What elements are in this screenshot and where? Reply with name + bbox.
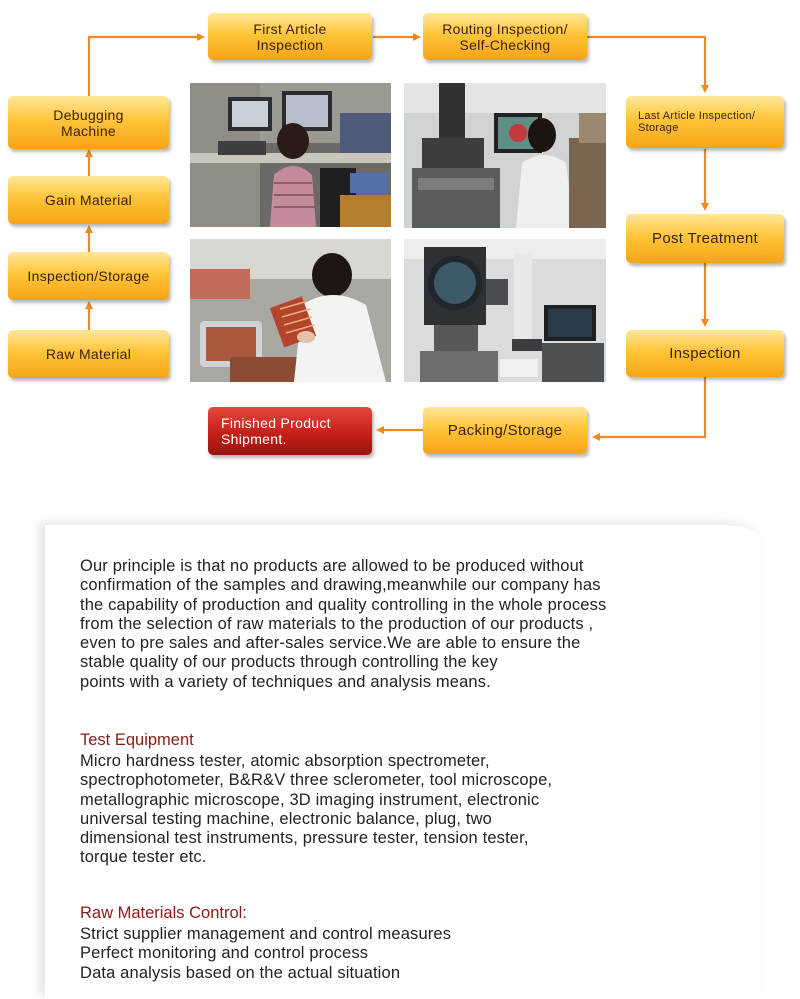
intro-line: even to pre sales and after-sales service.We are able to ensure the bbox=[80, 634, 581, 653]
intro-line: points with a variety of techniques and analysis means. bbox=[80, 672, 491, 691]
node-finished-product-shipment: Finished Product Shipment. bbox=[208, 407, 372, 455]
arrow-inspection-to-packing bbox=[596, 377, 705, 437]
raw-materials-line: Strict supplier management and control measures bbox=[80, 925, 452, 943]
photo-operator-at-computer bbox=[190, 83, 391, 227]
node-last-article-inspection: Last Article Inspection/ Storage bbox=[626, 96, 784, 148]
node-raw-material: Raw Material bbox=[8, 330, 169, 378]
photo-operator-at-measuring-machine bbox=[404, 83, 606, 228]
test-equipment-line: spectrophotometer, B&R&V three sclerometer, tool microscope, bbox=[80, 771, 553, 790]
raw-materials-control-title: Raw Materials Control: bbox=[80, 904, 247, 922]
node-inspection: Inspection bbox=[626, 330, 784, 377]
arrow-routing-to-last-article bbox=[587, 37, 705, 89]
node-post-treatment: Post Treatment bbox=[626, 214, 784, 263]
intro-line: Our principle is that no products are allowed to be produced without bbox=[80, 557, 584, 575]
node-debugging-machine: Debugging Machine bbox=[8, 96, 169, 149]
photo-profile-projector bbox=[404, 239, 606, 382]
intro-paragraph bbox=[80, 557, 740, 692]
test-equipment-line: dimensional test instruments, pressure tester, tension tester, bbox=[80, 829, 529, 848]
node-inspection-storage: Inspection/Storage bbox=[8, 252, 169, 300]
intro-line: stable quality of our products through controlling the key bbox=[80, 653, 498, 672]
node-routing-inspection: Routing Inspection/ Self-Checking bbox=[423, 13, 587, 60]
intro-line: from the selection of raw materials to the production of our products , bbox=[80, 614, 594, 633]
photo-operator-inspecting-parts bbox=[190, 239, 391, 382]
process-flow-diagram bbox=[0, 0, 800, 470]
raw-materials-line: Data analysis based on the actual situation bbox=[80, 963, 401, 982]
test-equipment-title: Test Equipment bbox=[80, 731, 194, 749]
test-equipment-line: torque tester etc. bbox=[80, 848, 207, 867]
raw-materials-control-list bbox=[80, 925, 740, 983]
node-first-article-inspection: First Article Inspection bbox=[208, 13, 372, 60]
intro-line: the capability of production and quality controlling in the whole process bbox=[80, 595, 607, 614]
node-gain-material: Gain Material bbox=[8, 176, 169, 224]
node-packing-storage: Packing/Storage bbox=[423, 407, 587, 454]
test-equipment-line: universal testing machine, electronic balance, plug, two bbox=[80, 809, 492, 828]
intro-line: confirmation of the samples and drawing,meanwhile our company has bbox=[80, 576, 601, 595]
test-equipment-line: Micro hardness tester, atomic absorption spectrometer, bbox=[80, 752, 490, 770]
test-equipment-list bbox=[80, 752, 740, 868]
test-equipment-line: metallographic microscope, 3D imaging instrument, electronic bbox=[80, 790, 540, 809]
raw-materials-line: Perfect monitoring and control process bbox=[80, 944, 369, 963]
arrow-debugging-to-first-article bbox=[89, 37, 201, 96]
